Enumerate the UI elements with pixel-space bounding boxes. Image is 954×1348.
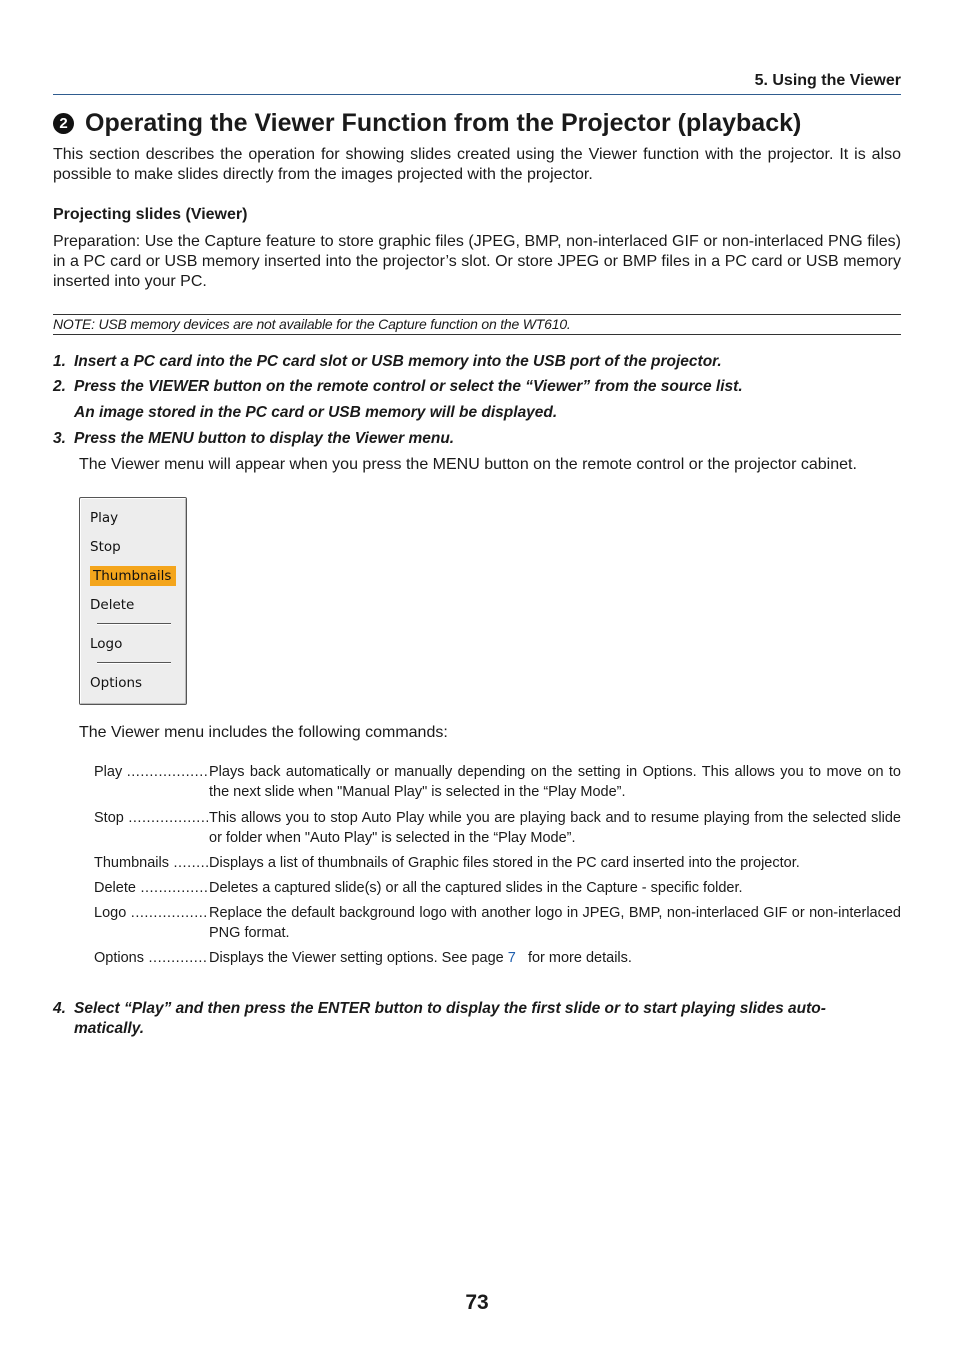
step-2	[53, 377, 743, 397]
page-title	[53, 107, 913, 139]
command-label: Play	[94, 764, 123, 780]
command-label: Stop	[94, 810, 124, 826]
command-stop	[94, 808, 901, 848]
page-title-text: Operating the Viewer Function from the Projector (playback)	[85, 109, 802, 137]
commands-intro: The Viewer menu includes the following commands:	[79, 724, 448, 741]
command-label: Logo	[94, 905, 127, 921]
section-header	[53, 72, 901, 95]
step-text: Press the VIEWER button on the remote control or select the “Viewer” from the source list.	[74, 378, 743, 395]
command-logo	[94, 903, 901, 943]
note-text: NOTE: USB memory devices are not available for the Capture function on the WT610.	[53, 316, 571, 332]
subheading: Projecting slides (Viewer)	[53, 206, 248, 223]
preparation-paragraph: Preparation: Use the Capture feature to store graphic files (JPEG, BMP, non-interlaced GIF or non-interlaced PNG files) in a PC card or USB memory inserted into the projector’s slot. Or store JPEG or BMP files in a PC card or USB memory inserted into your PC.	[53, 233, 901, 290]
menu-item-options[interactable]: Options	[90, 675, 143, 691]
step-number: 3.	[53, 430, 66, 447]
command-play	[94, 762, 901, 802]
step-text: matically.	[74, 1020, 145, 1037]
intro-paragraph: This section describes the operation for showing slides created using the Viewer function with the projector. It is also possible to make slides directly from the images projected with the projector.	[53, 146, 901, 183]
command-options	[94, 948, 901, 968]
step-3-description: The Viewer menu will appear when you press the MENU button on the remote control or the projector cabinet.	[79, 456, 857, 473]
menu-item-thumbnails[interactable]: Thumbnails	[90, 566, 176, 586]
command-delete	[94, 878, 901, 898]
command-description: Plays back automatically or manually depending on the setting in Options. This allows you to move on to the next slide when "Manual Play" is selected in the “Play Mode”.	[209, 764, 901, 800]
step-text: Press the MENU button to display the Viewer menu.	[74, 430, 455, 447]
menu-item-delete[interactable]: Delete	[90, 597, 135, 613]
command-thumbnails	[94, 853, 901, 873]
menu-item-play[interactable]: Play	[90, 510, 119, 526]
note-box	[53, 314, 901, 335]
step-1	[53, 352, 722, 372]
step-3	[53, 429, 454, 449]
command-description	[209, 948, 901, 968]
menu-item-stop[interactable]: Stop	[90, 539, 121, 555]
page-number: 73	[465, 1291, 489, 1314]
step-4	[53, 999, 826, 1019]
command-label: Thumbnails	[94, 855, 169, 871]
step-text: Select “Play” and then press the ENTER button to display the first slide or to start playing slides auto-	[74, 1000, 826, 1017]
menu-item-logo[interactable]: Logo	[90, 636, 123, 652]
command-description: Displays a list of thumbnails of Graphic files stored in the PC card inserted into the projector.	[209, 855, 800, 871]
menu-divider	[97, 662, 171, 664]
command-description: Replace the default background logo with another logo in JPEG, BMP, non-interlaced GIF or non-interlaced PNG format.	[209, 905, 901, 941]
command-description: This allows you to stop Auto Play while you are playing back and to resume playing from the selected slide or folder when "Auto Play" is selected in the “Play Mode”.	[209, 810, 901, 846]
step-number: 1.	[53, 353, 66, 370]
step-number: 2.	[53, 378, 66, 395]
step-text: An image stored in the PC card or USB memory will be displayed.	[74, 404, 558, 421]
step-text: Insert a PC card into the PC card slot or USB memory into the USB port of the projector.	[74, 353, 722, 370]
page-link[interactable]: 7	[507, 950, 516, 966]
menu-divider	[97, 623, 171, 625]
step-2-result	[53, 403, 557, 423]
command-label: Options	[94, 950, 144, 966]
command-description-text: for more details.	[527, 950, 632, 966]
step-number: 4.	[53, 1000, 66, 1017]
section-header-text: 5. Using the Viewer	[754, 72, 901, 89]
section-number-badge: 2	[53, 113, 74, 134]
command-label: Delete	[94, 880, 136, 896]
step-4-continued	[74, 1019, 144, 1039]
command-description-text: Displays the Viewer setting options. See page	[209, 950, 504, 966]
viewer-menu	[79, 497, 187, 705]
command-description: Deletes a captured slide(s) or all the captured slides in the Capture - specific folder.	[209, 880, 743, 896]
